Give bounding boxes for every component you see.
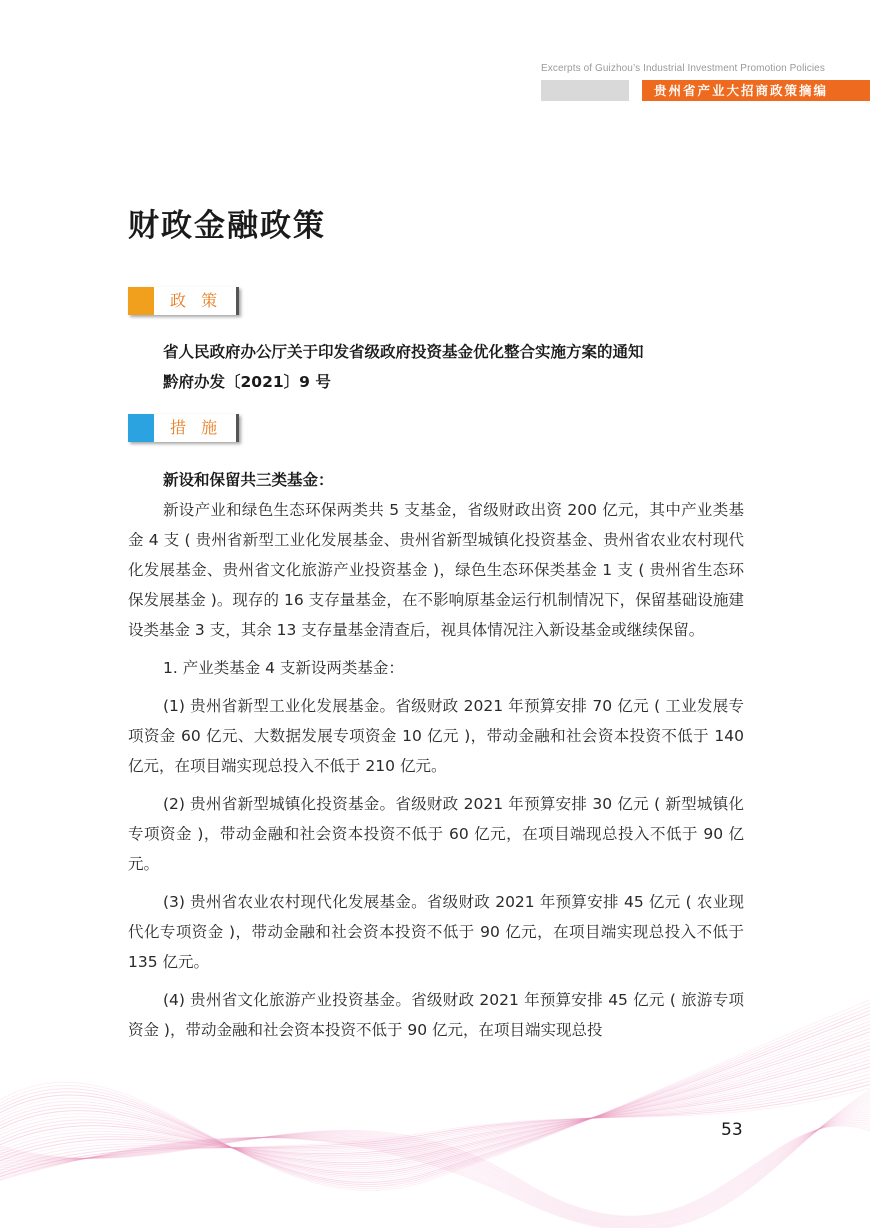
page-number: 53 <box>721 1120 743 1140</box>
body-paragraph-5: (3) 贵州省农业农村现代化发展基金。省级财政 2021 年预算安排 45 亿元 ( 农业现代化专项资金 )，带动金融和社会资本投资不低于 90 亿元，在项目端实现总投入不低于 135 亿元。 <box>128 893 744 971</box>
body-paragraph-3: (1) 贵州省新型工业化发展基金。省级财政 2021 年预算安排 70 亿元 ( 工业发展专项资金 60 亿元、大数据发展专项资金 10 亿元 )，带动金融和社会资本投资不低于 140 亿元，在项目端实现总投入不低于 210 亿元。 <box>128 697 744 775</box>
measure-tag-block <box>128 414 154 442</box>
document-title <box>163 337 644 397</box>
body-paragraph-6: (4) 贵州省文化旅游产业投资基金。省级财政 2021 年预算安排 45 亿元 ( 旅游专项资金 )，带动金融和社会资本投资不低于 90 亿元，在项目端实现总投 <box>128 991 744 1039</box>
body-heading: 新设和保留共三类基金： <box>163 471 334 489</box>
body-text <box>128 465 744 1045</box>
document-title-line1: 省人民政府办公厅关于印发省级政府投资基金优化整合实施方案的通知 <box>163 343 644 361</box>
header-title-bar: 贵州省产业大招商政策摘编 <box>642 80 870 101</box>
measure-tag <box>128 414 239 442</box>
policy-tag-block <box>128 287 154 315</box>
header-subtitle-en: Excerpts of Guizhou’s Industrial Investment Promotion Policies <box>541 63 825 74</box>
body-paragraph-2: 1. 产业类基金 4 支新设两类基金： <box>163 659 404 677</box>
page-title: 财政金融政策 <box>128 208 326 244</box>
header-gray-bar <box>541 80 629 101</box>
document-number: 黔府办发〔2021〕9 号 <box>163 373 331 391</box>
body-paragraph-4: (2) 贵州省新型城镇化投资基金。省级财政 2021 年预算安排 30 亿元 ( 新型城镇化专项资金 )，带动金融和社会资本投资不低于 60 亿元，在项目端现总投入不低于 90 亿元。 <box>128 795 744 873</box>
measure-tag-label: 措 施 <box>170 418 223 437</box>
policy-tag-label: 政 策 <box>170 291 223 310</box>
body-paragraph-1: 新设产业和绿色生态环保两类共 5 支基金，省级财政出资 200 亿元，其中产业类基金 4 支 ( 贵州省新型工业化发展基金、贵州省新型城镇化投资基金、贵州省农业农村现代化发展基金、贵州省文化旅游产业投资基金 )，绿色生态环保类基金 1 支 ( 贵州省生态环保发展基金 )。现存的 16 支存量基金，在不影响原基金运行机制情况下，保留基础设施建设类基金 3 支，其余 13 支存量基金清查后，视具体情况注入新设基金或继续保留。 <box>128 501 744 639</box>
wave-line <box>0 1011 870 1185</box>
decorative-wave <box>0 980 870 1228</box>
policy-tag <box>128 287 239 315</box>
